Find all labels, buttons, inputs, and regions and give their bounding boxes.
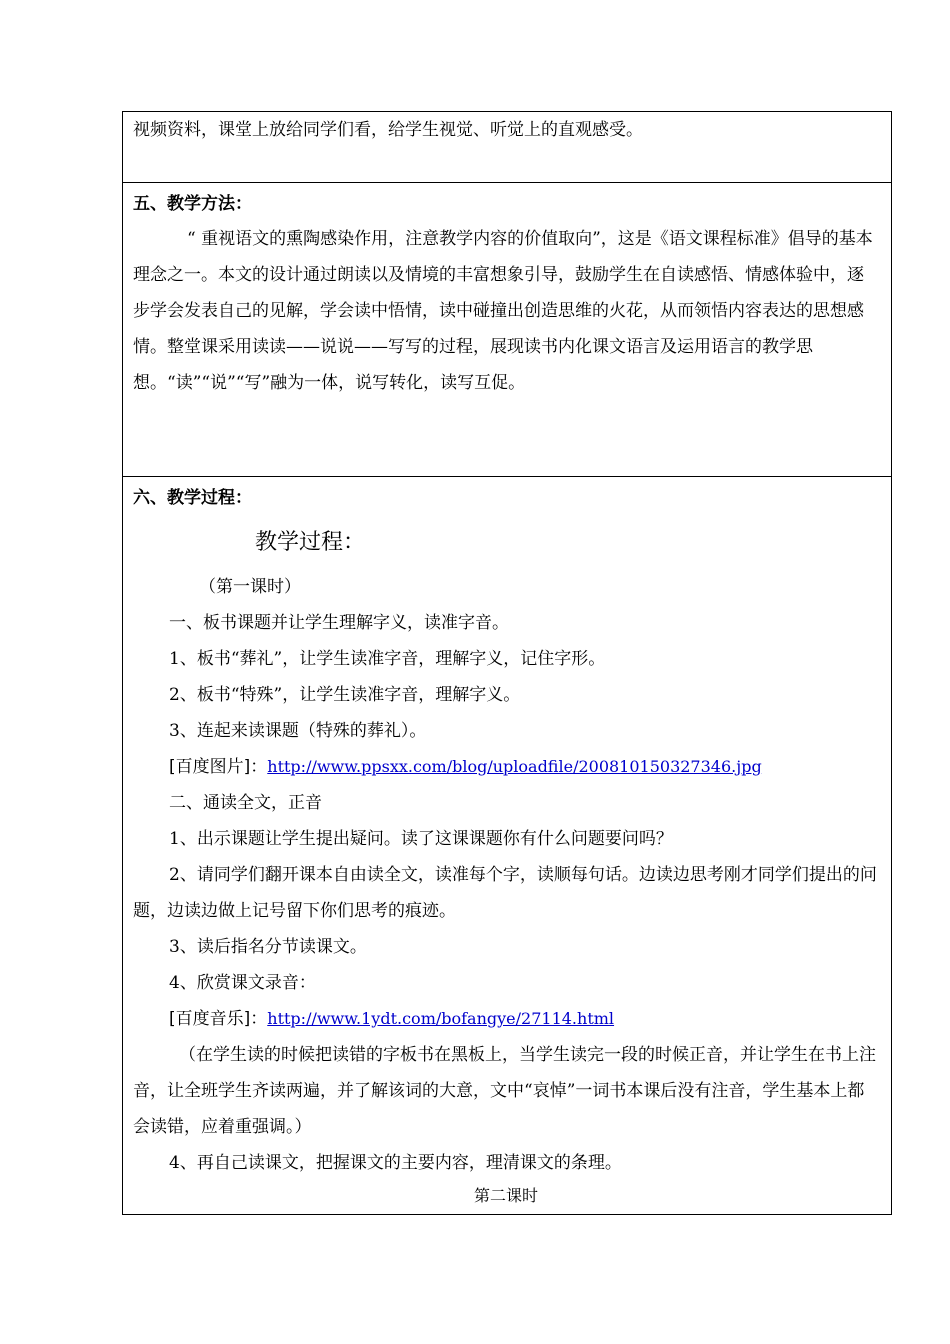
table-row xyxy=(123,112,892,183)
lesson-label: 第二课时 xyxy=(473,1186,538,1205)
step-item: 3、读后指名分节读课文。 xyxy=(169,937,367,957)
table-row xyxy=(123,477,892,1215)
lesson-label: （第一课时） xyxy=(199,577,301,597)
step-heading: 二、通读全文，正音 xyxy=(169,793,322,813)
image-ref-label: [百度图片]： xyxy=(169,757,268,777)
image-reference xyxy=(133,749,879,785)
text-line: 视频资料，课堂上放给同学们看，给学生视觉、听觉上的直观感受。 xyxy=(133,120,643,140)
table-row xyxy=(123,183,892,477)
step-item: 3、连起来读课题（特殊的葬礼）。 xyxy=(169,721,427,741)
step-item: 1、出示课题让学生提出疑问。读了这课课题你有什么问题要问吗？ xyxy=(169,829,673,849)
step-item: 4、欣赏课文录音： xyxy=(169,973,316,993)
table-cell xyxy=(123,112,892,183)
section-heading: 五、教学方法： xyxy=(133,194,252,214)
step-item: 2、板书“特殊”，让学生读准字音，理解字义。 xyxy=(169,685,521,705)
step-heading: 一、板书课题并让学生理解字义，读准字音。 xyxy=(169,613,509,633)
music-reference xyxy=(133,1001,879,1037)
step-item: 2、请同学们翻开课本自由读全文，读准每个字，读顺每句话。边读边思考刚才同学们提出的问题，边读边做上记号留下你们思考的痕迹。 xyxy=(133,865,877,921)
step-item: 4、再自己读课文，把握课文的主要内容，理清课文的条理。 xyxy=(169,1153,622,1173)
table-cell xyxy=(123,477,892,1215)
step-item: 1、板书“葬礼”，让学生读准字音，理解字义，记住字形。 xyxy=(169,649,606,669)
method-paragraph: “ 重视语文的熏陶感染作用，注意教学内容的价值取向”，这是《语文课程标准》倡导的基本理念之一。本文的设计通过朗读以及情境的丰富想象引导，鼓励学生在自读感悟、情感体验中，逐步学会发表自己的见解，学会读中悟情，读中碰撞出创造思维的火花，从而领悟内容表达的思想感情。整堂课采用读读——说说——写写的过程，展现读书内化课文语言及运用语言的教学思想。“读”“说”“写”融为一体，说写转化，读写互促。 xyxy=(133,229,873,393)
image-link[interactable]: http://www.ppsxx.com/blog/uploadfile/200810150327346.jpg xyxy=(267,757,762,776)
section-heading: 六、教学过程： xyxy=(133,488,252,508)
table-cell xyxy=(123,183,892,477)
process-title: 教学过程： xyxy=(255,530,366,555)
teaching-note: （在学生读的时候把读错的字板书在黑板上，当学生读完一段的时候正音，并让学生在书上注音，让全班学生齐读两遍，并了解该词的大意，文中“哀悼”一词书本课后没有注音，学生基本上都会读错，应着重强调。） xyxy=(133,1045,876,1137)
lesson-plan-table xyxy=(122,111,892,1215)
music-link[interactable]: http://www.1ydt.com/bofangye/27114.html xyxy=(267,1009,615,1028)
music-ref-label: [百度音乐]： xyxy=(169,1009,268,1029)
